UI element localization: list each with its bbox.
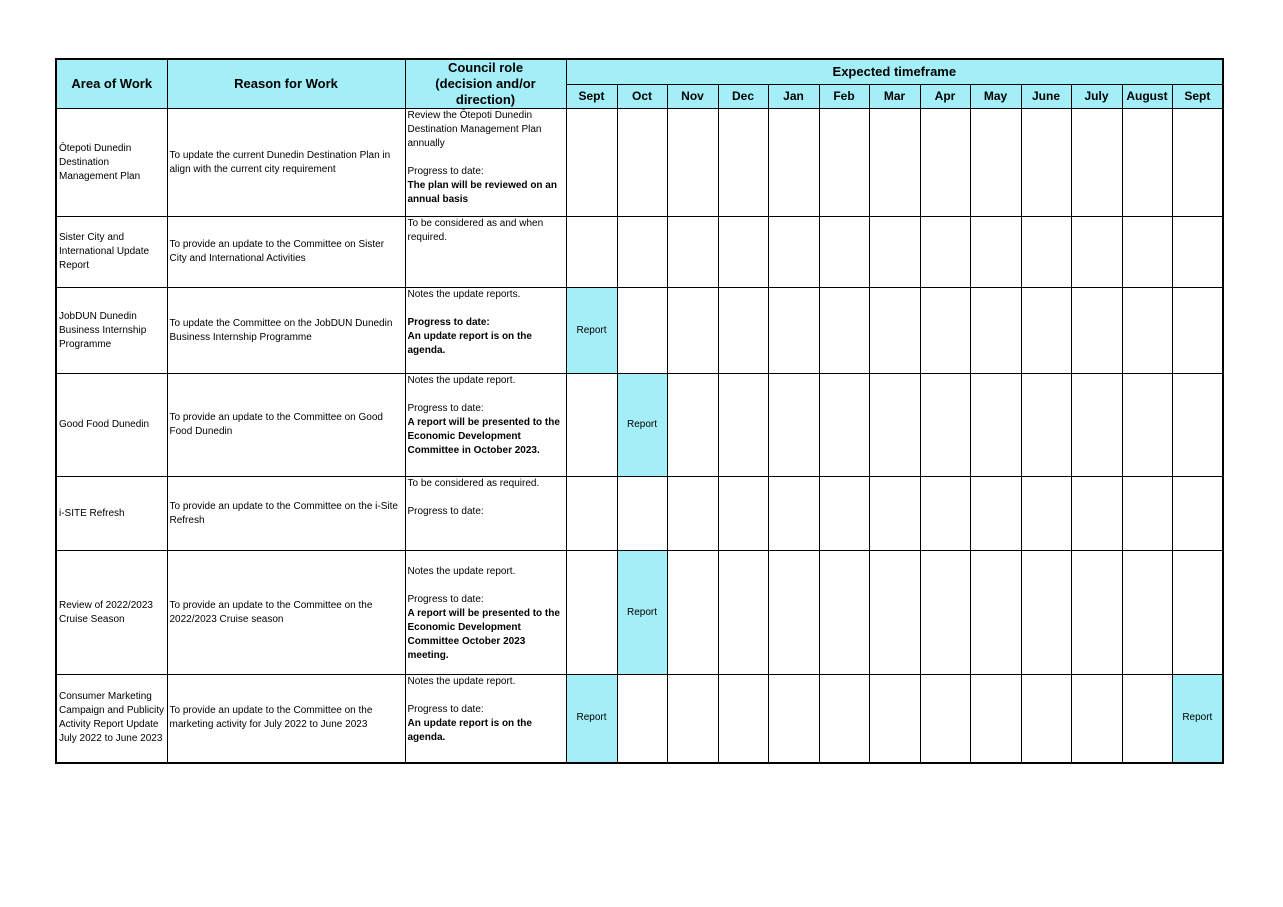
timeframe-cell bbox=[617, 288, 667, 374]
timeframe-cell bbox=[1122, 675, 1172, 763]
council-role-text: Notes the update report. Progress to date: bbox=[407, 566, 516, 605]
month-header: Mar bbox=[869, 84, 920, 108]
timeframe-cell bbox=[718, 109, 768, 217]
timeframe-cell bbox=[920, 288, 970, 374]
header-area-of-work: Area of Work bbox=[56, 59, 167, 109]
timeframe-cell bbox=[819, 288, 869, 374]
timeframe-cell bbox=[970, 109, 1021, 217]
table-row bbox=[56, 288, 1223, 374]
timeframe-cell bbox=[667, 551, 718, 675]
progress-note: The plan will be reviewed on an annual basis bbox=[407, 180, 557, 205]
month-header: Sept bbox=[566, 84, 617, 108]
council-role-text: Notes the update reports. bbox=[407, 289, 521, 300]
report-cell: Report bbox=[566, 675, 617, 763]
progress-note: An update report is on the agenda. bbox=[407, 718, 532, 743]
timeframe-cell bbox=[718, 374, 768, 477]
timeframe-cell bbox=[1071, 109, 1122, 217]
timeframe-cell bbox=[566, 217, 617, 288]
timeframe-cell bbox=[1172, 217, 1223, 288]
timeframe-cell bbox=[1172, 551, 1223, 675]
report-cell: Report bbox=[617, 374, 667, 477]
timeframe-cell bbox=[1071, 675, 1122, 763]
timeframe-cell bbox=[1122, 477, 1172, 551]
progress-note: A report will be presented to the Economic Development Committee in October 2023. bbox=[407, 417, 560, 456]
council-role-cell bbox=[405, 675, 566, 763]
header-council-role-line1: Council role bbox=[447, 60, 524, 75]
timeframe-cell bbox=[667, 288, 718, 374]
header-council-role bbox=[405, 59, 566, 109]
timeframe-cell bbox=[869, 675, 920, 763]
area-of-work-cell: i-SITE Refresh bbox=[56, 477, 167, 551]
timeframe-cell bbox=[1071, 374, 1122, 477]
timeframe-cell bbox=[768, 374, 819, 477]
month-header: Dec bbox=[718, 84, 768, 108]
timeframe-cell bbox=[566, 477, 617, 551]
timeframe-cell bbox=[1122, 551, 1172, 675]
area-of-work-cell: Sister City and International Update Report bbox=[56, 217, 167, 288]
reason-for-work-cell: To provide an update to the Committee on the i-Site Refresh bbox=[167, 477, 405, 551]
timeframe-cell bbox=[869, 288, 920, 374]
timeframe-cell bbox=[819, 374, 869, 477]
council-role-cell bbox=[405, 217, 566, 288]
timeframe-cell bbox=[920, 551, 970, 675]
timeframe-cell bbox=[566, 374, 617, 477]
timeframe-cell bbox=[1071, 217, 1122, 288]
month-header: Sept bbox=[1172, 84, 1223, 108]
timeframe-cell bbox=[1021, 109, 1071, 217]
timeframe-cell bbox=[617, 109, 667, 217]
forward-work-programme-table bbox=[55, 58, 1224, 764]
timeframe-cell bbox=[920, 675, 970, 763]
timeframe-cell bbox=[1071, 551, 1122, 675]
timeframe-cell bbox=[1172, 374, 1223, 477]
area-of-work-cell: Review of 2022/2023 Cruise Season bbox=[56, 551, 167, 675]
reason-for-work-cell: To provide an update to the Committee on the marketing activity for July 2022 to June 2023 bbox=[167, 675, 405, 763]
month-header: Nov bbox=[667, 84, 718, 108]
timeframe-cell bbox=[920, 477, 970, 551]
timeframe-cell bbox=[1021, 675, 1071, 763]
timeframe-cell bbox=[1172, 477, 1223, 551]
timeframe-cell bbox=[970, 675, 1021, 763]
report-cell: Report bbox=[617, 551, 667, 675]
timeframe-cell bbox=[718, 551, 768, 675]
timeframe-cell bbox=[869, 477, 920, 551]
timeframe-cell bbox=[768, 551, 819, 675]
timeframe-cell bbox=[1122, 217, 1172, 288]
month-header: June bbox=[1021, 84, 1071, 108]
council-role-cell bbox=[405, 374, 566, 477]
timeframe-cell bbox=[718, 477, 768, 551]
area-of-work-cell: Good Food Dunedin bbox=[56, 374, 167, 477]
timeframe-cell bbox=[1071, 288, 1122, 374]
timeframe-cell bbox=[667, 217, 718, 288]
timeframe-cell bbox=[920, 217, 970, 288]
table-row bbox=[56, 675, 1223, 763]
table-row bbox=[56, 551, 1223, 675]
reason-for-work-cell: To provide an update to the Committee on Sister City and International Activities bbox=[167, 217, 405, 288]
timeframe-cell bbox=[1122, 109, 1172, 217]
timeframe-cell bbox=[718, 675, 768, 763]
timeframe-cell bbox=[768, 217, 819, 288]
reason-for-work-cell: To provide an update to the Committee on Good Food Dunedin bbox=[167, 374, 405, 477]
timeframe-cell bbox=[869, 217, 920, 288]
progress-note: Progress to date: An update report is on the agenda. bbox=[407, 317, 532, 356]
table-row bbox=[56, 374, 1223, 477]
timeframe-cell bbox=[617, 217, 667, 288]
timeframe-cell bbox=[566, 109, 617, 217]
council-role-cell bbox=[405, 551, 566, 675]
timeframe-cell bbox=[869, 551, 920, 675]
area-of-work-cell: Ōtepoti Dunedin Destination Management Plan bbox=[56, 109, 167, 217]
reason-for-work-cell: To update the Committee on the JobDUN Dunedin Business Internship Programme bbox=[167, 288, 405, 374]
timeframe-cell bbox=[667, 374, 718, 477]
progress-note: A report will be presented to the Economic Development Committee October 2023 meeting. bbox=[407, 608, 560, 661]
timeframe-cell bbox=[566, 551, 617, 675]
timeframe-cell bbox=[617, 675, 667, 763]
table-row bbox=[56, 217, 1223, 288]
timeframe-cell bbox=[1021, 477, 1071, 551]
reason-for-work-cell: To update the current Dunedin Destination Plan in align with the current city requirement bbox=[167, 109, 405, 217]
timeframe-cell bbox=[718, 217, 768, 288]
table-row bbox=[56, 109, 1223, 217]
council-role-cell bbox=[405, 109, 566, 217]
timeframe-cell bbox=[1071, 477, 1122, 551]
timeframe-cell bbox=[819, 477, 869, 551]
timeframe-cell bbox=[970, 217, 1021, 288]
timeframe-cell bbox=[768, 109, 819, 217]
month-header: July bbox=[1071, 84, 1122, 108]
timeframe-cell bbox=[920, 109, 970, 217]
timeframe-cell bbox=[718, 288, 768, 374]
timeframe-cell bbox=[819, 109, 869, 217]
report-cell: Report bbox=[1172, 675, 1223, 763]
timeframe-cell bbox=[667, 477, 718, 551]
report-cell: Report bbox=[566, 288, 617, 374]
area-of-work-cell: Consumer Marketing Campaign and Publicity Activity Report Update July 2022 to June 2023 bbox=[56, 675, 167, 763]
timeframe-cell bbox=[970, 477, 1021, 551]
council-role-cell bbox=[405, 288, 566, 374]
timeframe-cell bbox=[869, 374, 920, 477]
month-header: August bbox=[1122, 84, 1172, 108]
council-role-text: Notes the update report. Progress to date: bbox=[407, 676, 516, 715]
reason-for-work-cell: To provide an update to the Committee on the 2022/2023 Cruise season bbox=[167, 551, 405, 675]
timeframe-cell bbox=[819, 217, 869, 288]
table-row bbox=[56, 477, 1223, 551]
timeframe-cell bbox=[768, 477, 819, 551]
council-role-text: Notes the update report. Progress to date: bbox=[407, 375, 516, 414]
timeframe-cell bbox=[819, 675, 869, 763]
timeframe-cell bbox=[1021, 551, 1071, 675]
timeframe-cell bbox=[1021, 288, 1071, 374]
timeframe-cell bbox=[1172, 109, 1223, 217]
council-role-text: To be considered as required. Progress to date: bbox=[407, 478, 540, 517]
month-header: Feb bbox=[819, 84, 869, 108]
month-header: Oct bbox=[617, 84, 667, 108]
timeframe-cell bbox=[1122, 374, 1172, 477]
council-role-text: To be considered as and when required. bbox=[407, 218, 544, 243]
timeframe-cell bbox=[1122, 288, 1172, 374]
council-role-text: Review the Ōtepoti Dunedin Destination Management Plan annually Progress to date: bbox=[407, 110, 542, 177]
timeframe-cell bbox=[970, 551, 1021, 675]
timeframe-cell bbox=[1021, 217, 1071, 288]
month-header: Jan bbox=[768, 84, 819, 108]
timeframe-cell bbox=[970, 288, 1021, 374]
timeframe-cell bbox=[819, 551, 869, 675]
timeframe-cell bbox=[1172, 288, 1223, 374]
area-of-work-cell: JobDUN Dunedin Business Internship Programme bbox=[56, 288, 167, 374]
timeframe-cell bbox=[768, 288, 819, 374]
timeframe-cell bbox=[869, 109, 920, 217]
header-reason-for-work: Reason for Work bbox=[167, 59, 405, 109]
month-header: Apr bbox=[920, 84, 970, 108]
council-role-cell bbox=[405, 477, 566, 551]
timeframe-cell bbox=[1021, 374, 1071, 477]
month-header: May bbox=[970, 84, 1021, 108]
timeframe-cell bbox=[768, 675, 819, 763]
header-council-role-line2: (decision and/or direction) bbox=[435, 76, 536, 107]
timeframe-cell bbox=[970, 374, 1021, 477]
timeframe-cell bbox=[667, 675, 718, 763]
timeframe-cell bbox=[617, 477, 667, 551]
timeframe-cell bbox=[667, 109, 718, 217]
timeframe-cell bbox=[920, 374, 970, 477]
header-expected-timeframe: Expected timeframe bbox=[566, 59, 1223, 84]
